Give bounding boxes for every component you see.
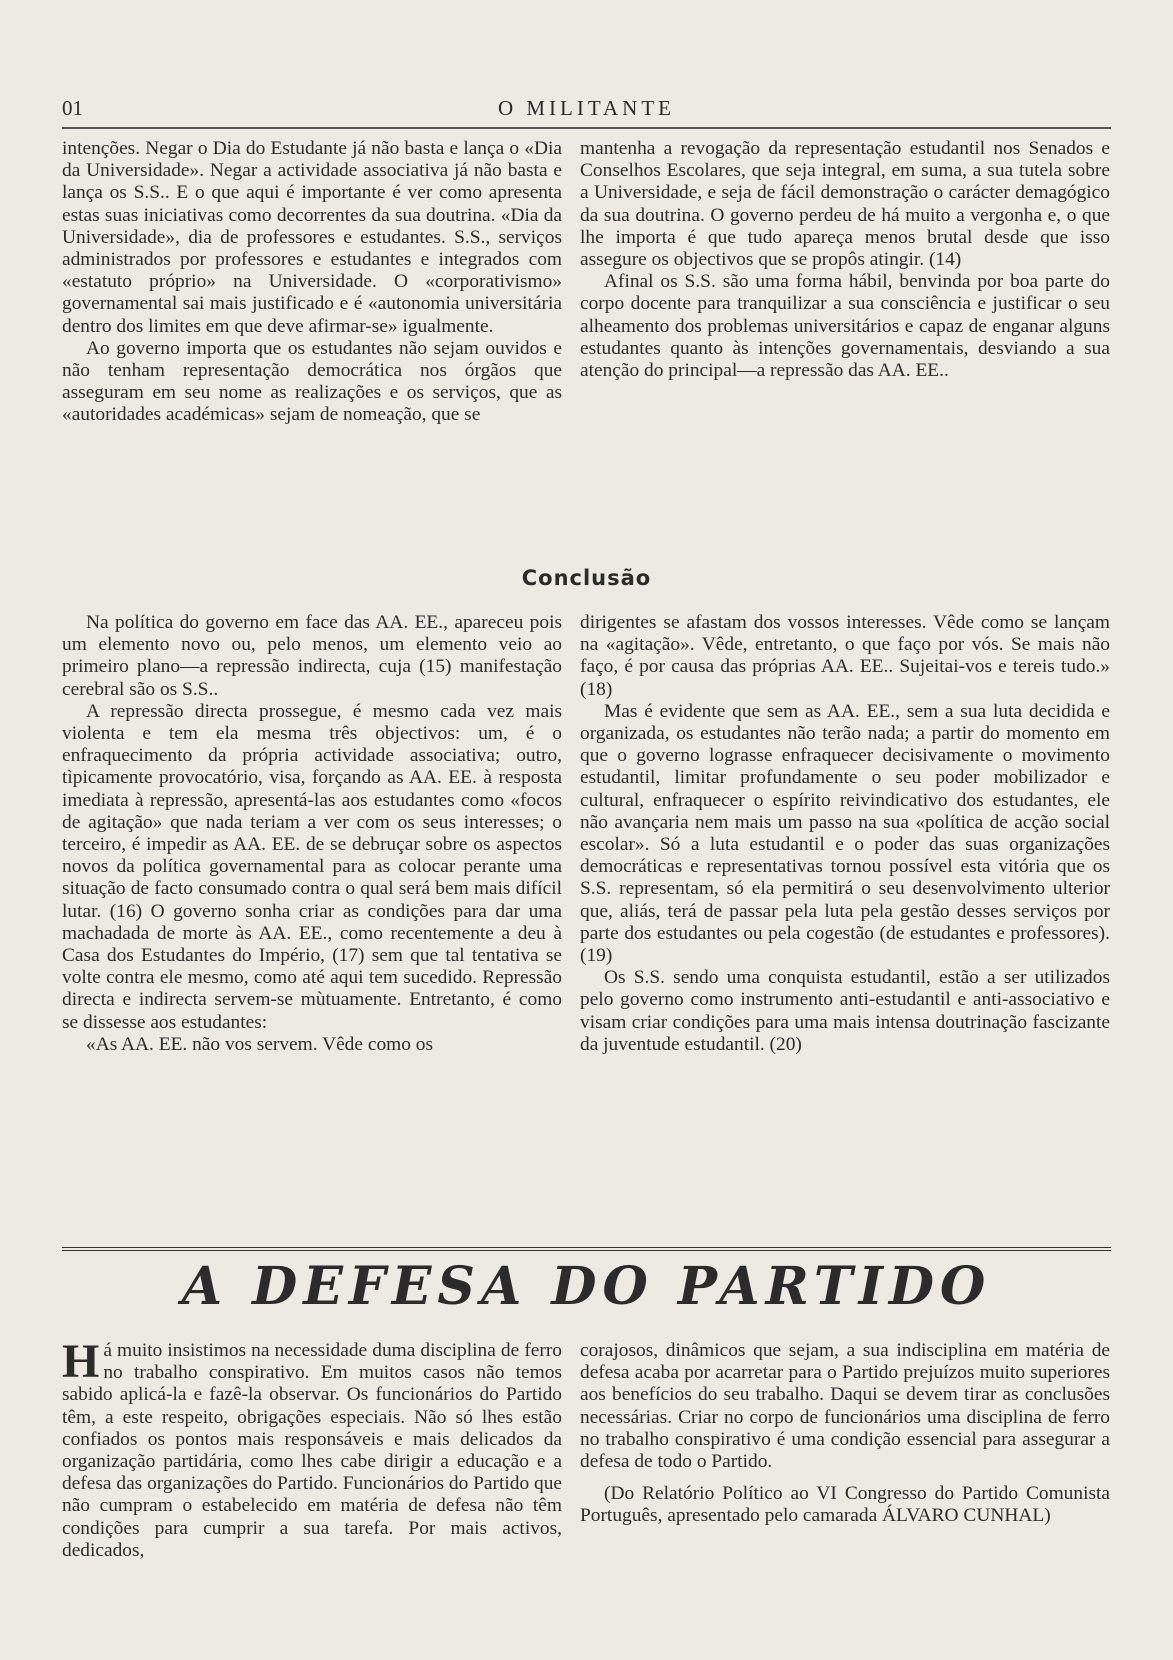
column-left-top [62,138,562,427]
paragraph [62,1335,562,1562]
header-rule [62,127,1111,129]
page-number: 01 [62,96,83,120]
section-heading: Conclusão [521,566,652,590]
paragraph: intenções. Negar o Dia do Estudante já não basta e lança o «Dia da Universidade». Negar a actividade associativa já não basta e lança os S.S.. E o que aqui é importante é ver como apresenta estas suas iniciativas como decorrentes da sua doutrina. «Dia da Universidade», dia de professores e estudantes. S.S., serviços administrados por professores e estudantes e integrados com «estatuto próprio» na Universidade. O «corporativismo» governamental sai mais justificado e é «autonomia universitária dentro dos limites em que deve afirmar-se» igualmente. [62,138,562,337]
citation: (Do Relatório Político ao VI Congresso do Partido Comunista Português, apresentado pelo camarada ÁLVARO CUNHAL) [580,1483,1110,1527]
masthead: O MILITANTE [497,96,676,120]
paragraph: A repressão directa prossegue, é mesmo cada vez mais violenta e tem ela mesma três objectivos: um, é o enfraquecimento da própria actividade associativa; outro, tìpicamente provocatório, visa, forçando as AA. EE. à resposta imediata à repressão, apresentá-las aos estudantes como «focos de agitação» que nada teriam a ver com os seus interesses; o terceiro, é impedir as AA. EE. de se debruçar sobre os aspectos novos da política governamental para as colocar perante uma situação de facto consumado contra o qual será bem mais difícil lutar. (16) O governo sonha criar as condições para dar uma machadada de morte às AA. EE., como recentemente a deu à Casa dos Estudantes do Império, (17) sem que tal tentativa se volte contra ele mesmo, como até aqui tem sucedido. Repressão directa e indirecta servem-se mùtuamente. Entretanto, é como se dissesse aos estudantes: [62,700,562,1033]
column-right-middle [580,612,1110,1056]
page-header [62,92,1111,126]
paragraph: mantenha a revogação da representação estudantil nos Senados e Conselhos Escolares, que seja integral, em suma, a sua tutela sobre a Universidade, e seja de fácil demonstração o carácter demagógico da sua doutrina. O governo perdeu de há muito a vergonha e, o que lhe importa é que tudo apareça menos brutal desde que isso assegure os objectivos que se propôs atingir. (14) [580,138,1110,271]
article-title: A DEFESA DO PARTIDO [181,1256,992,1317]
paragraph-text: á muito insistimos na necessidade duma disciplina de ferro no trabalho conspirativo. Em muitos casos não temos sabido aplicá-la e fazê-la observar. Os funcionários do Partido têm, a este respeito, obrigações especiais. Não só lhes estão confiados os pontos mais responsáveis e mais delicados da organização partidária, como lhes cabe dirigir a educação e a defesa das organizações do Partido. Funcionários do Partido que não cumpram o estabelecido em matéria de defesa não têm condições para cumprir a sua tarefa. Por mais activos, dedicados, [62,1340,562,1561]
column-right-top [580,138,1110,382]
paragraph: Ao governo importa que os estudantes não sejam ouvidos e não tenham representação democrática nos órgãos que asseguram em seu nome as realizações e os serviços, que as «autoridades académicas» sejam de nomeação, que se [62,337,562,426]
paragraph: dirigentes se afastam dos vossos interesses. Vêde como se lançam na «agitação». Vêde, entretanto, o que faço por vós. Se mais não faço, é por causa das próprias AA. EE.. Sujeitai-vos e tereis tudo.» (18) [580,612,1110,700]
article-divider [62,1247,1111,1251]
drop-cap: H [62,1335,100,1388]
paragraph: Os S.S. sendo uma conquista estudantil, estão a ser utilizados pelo governo como instrumento anti-estudantil e anti-associativo e visam criar condições para uma mais intensa doutrinação fascizante da juventude estudantil. (20) [580,967,1110,1055]
paragraph: «As AA. EE. não vos servem. Vêde como os [86,1033,434,1055]
paragraph: Mas é evidente que sem as AA. EE., sem a sua luta decidida e organizada, os estudantes não terão nada; a partir do momento em que o governo lograsse enfraquecer decisivamente o movimento estudantil, limitar profundamente o seu poder mobilizador e cultural, enfraquecer o espírito reivindicativo dos estudantes, ele não avançaria nem mais um passo na sua «política de acção social escolar». Só a luta estudantil e o poder das suas organizações democráticas e representativas tornou possível esta vitória que os S.S. representam, só ela permitirá o seu desenvolvimento ulterior que, aliás, terá de passar pela luta pela gestão desses serviços por parte dos estudantes ou pela cogestão (de estudantes e professores). (19) [580,700,1110,967]
column-left-bottom [62,1335,562,1562]
paragraph: corajosos, dinâmicos que sejam, a sua indisciplina em matéria de defesa acaba por acarretar para o Partido prejuízos muito superiores aos benefícios do seu trabalho. Daqui se devem tirar as conclusões necessárias. Criar no corpo de funcionários uma disciplina de ferro no trabalho conspirativo é uma condição essencial para assegurar a defesa de todo o Partido. [580,1340,1110,1473]
column-right-bottom [580,1340,1110,1528]
paragraph: Afinal os S.S. são uma forma hábil, benvinda por boa parte do corpo docente para tranquilizar a sua consciência e justificar o seu alheamento dos problemas universitários e capaz de enganar alguns estudantes quanto às intenções governamentais, desviando a sua atenção do principal—a repressão das AA. EE.. [580,271,1110,382]
column-left-middle [62,612,562,1056]
paragraph: Na política do governo em face das AA. EE., apareceu pois um elemento novo ou, pelo menos, um elemento veio ao primeiro plano—a repressão indirecta, cuja (15) manifestação cerebral são os S.S.. [62,612,562,700]
